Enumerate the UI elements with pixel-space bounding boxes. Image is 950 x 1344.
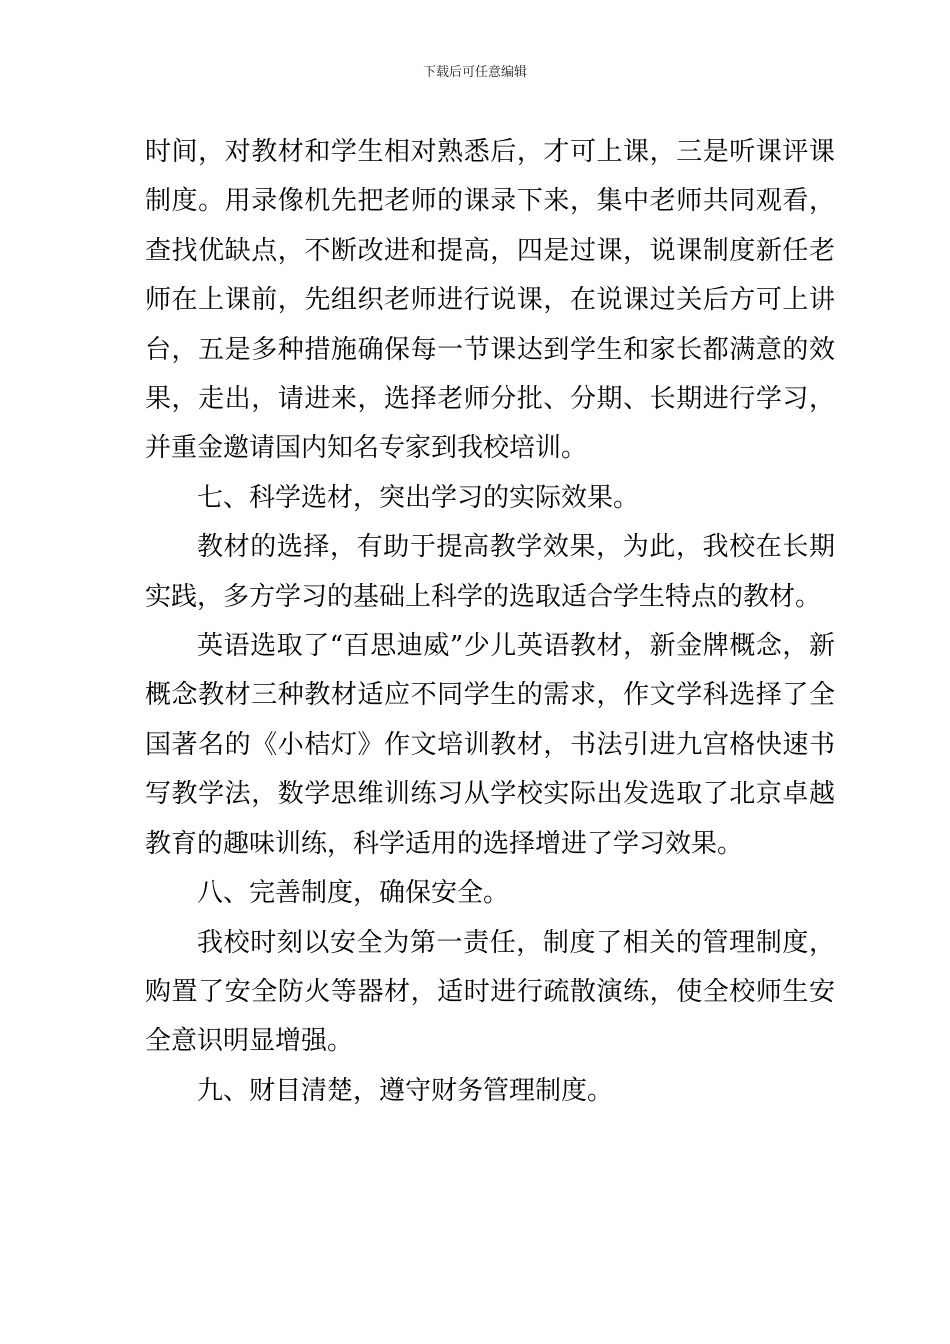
document-body	[145, 128, 835, 1116]
paragraph-subject-materials: 英语选取了“百思迪威”少儿英语教材，新金牌概念，新概念教材三种教材适应不同学生的需求，作文学科选择了全国著名的《小桔灯》作文培训教材，书法引进九宫格快速书写教学法，数学思维训练习从学校实际出发选取了北京卓越教育的趣味训练，科学适用的选择增进了学习效果。	[145, 631, 835, 859]
heading-section-8: 八、完善制度，确保安全。	[197, 878, 510, 909]
page-header: 下载后可任意编辑	[422, 65, 527, 80]
paragraph-1: 时间，对教材和学生相对熟悉后，才可上课，三是听课评课制度。用录像机先把老师的课录下来，集中老师共同观看，查找优缺点，不断改进和提高，四是过课，说课制度新任老师在上课前，先组织老师进行说课，在说课过关后方可上讲台，五是多种措施确保每一节课达到学生和家长都满意的效果，走出，请进来，选择老师分批、分期、长期进行学习，并重金邀请国内知名专家到我校培训。	[145, 137, 835, 464]
heading-section-7: 七、科学选材，突出学习的实际效果。	[197, 482, 640, 513]
paragraph-safety: 我校时刻以安全为第一责任，制度了相关的管理制度，购置了安全防火等器材，适时进行疏散演练，使全校师生安全意识明显增强。	[145, 927, 835, 1057]
paragraph-textbook-selection: 教材的选择，有助于提高教学效果，为此，我校在长期实践，多方学习的基础上科学的选取适合学生特点的教材。	[145, 532, 835, 612]
heading-section-9: 九、财目清楚，遵守财务管理制度。	[197, 1075, 614, 1106]
